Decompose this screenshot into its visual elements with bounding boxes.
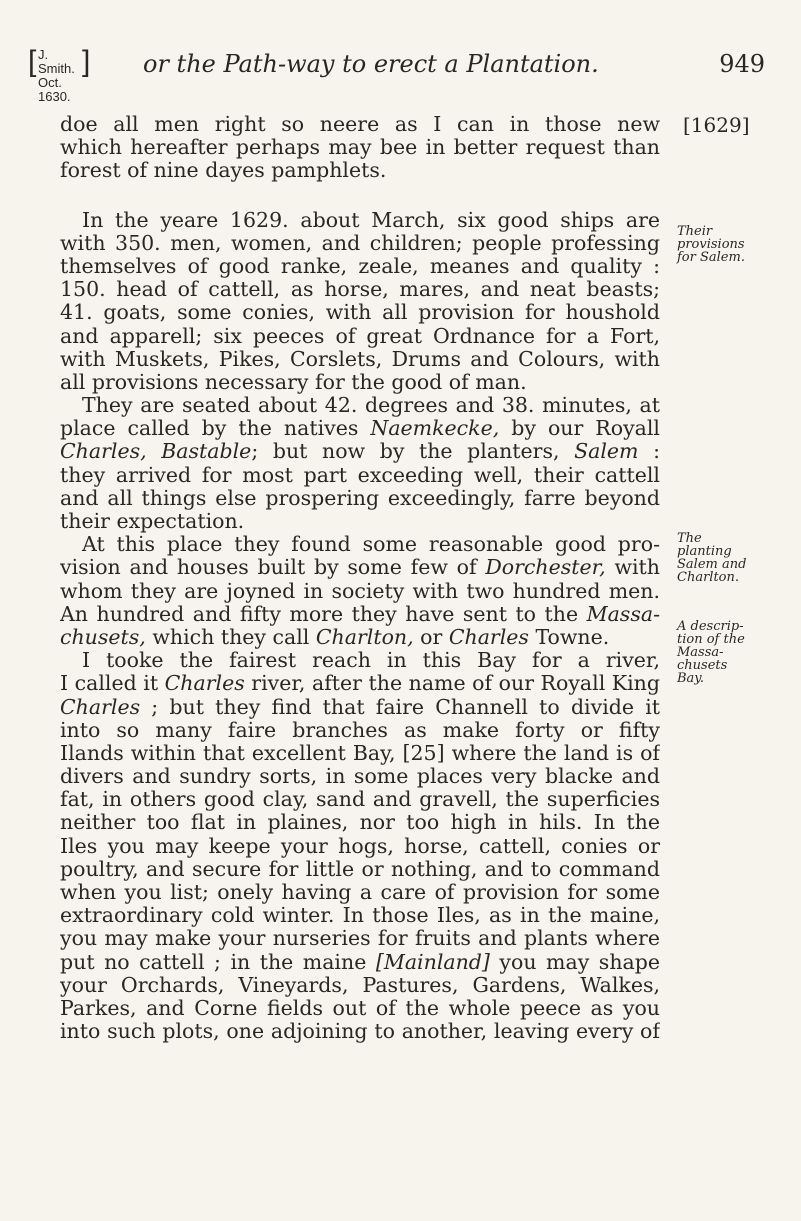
text-line: with Muskets, Pikes, Corslets, Drums and Colours, with bbox=[60, 347, 660, 371]
text-line: and all things else prospering exceedingly, farre beyond bbox=[60, 486, 660, 510]
text-line: when you list; onely having a care of provision for some bbox=[60, 881, 660, 904]
text-line: your Orchards, Vineyards, Pastures, Gardens, Walkes, bbox=[60, 973, 660, 997]
text-line: Parkes, and Corne fields out of the whole peece as you bbox=[60, 996, 660, 1020]
text-line: 150. head of cattell, as horse, mares, and neat beasts; bbox=[60, 278, 660, 302]
citation-author: J. Smith. bbox=[38, 47, 75, 76]
text-line: themselves of good ranke, zeale, meanes and quality : bbox=[60, 254, 660, 278]
text-line: fat, in others good clay, sand and gravell, the superficies bbox=[60, 788, 660, 812]
text-line: their expectation. bbox=[60, 509, 245, 533]
page-number: 949 bbox=[719, 50, 765, 78]
paragraph bbox=[60, 394, 660, 533]
paragraph bbox=[60, 533, 660, 649]
running-title: or the Path-way to erect a Plantation. bbox=[143, 50, 599, 78]
text-line: doe all men right so neere as I can in those new bbox=[60, 113, 660, 136]
text-line: Charles ; but they find that faire Channell to divide it bbox=[60, 695, 660, 719]
text-line: I tooke the fairest reach in this Bay for a river, bbox=[82, 649, 660, 673]
text-line: poultry, and secure for little or nothing, and to command bbox=[60, 857, 660, 881]
text-line: and apparell; six peeces of great Ordnance for a Fort, bbox=[60, 324, 660, 348]
text-line: They are seated about 42. degrees and 38. minutes, at bbox=[82, 394, 660, 418]
margin-note-provisions: Their provisions for Salem. bbox=[677, 224, 745, 265]
text-line: whom they are joyned in society with two hundred men. bbox=[60, 579, 660, 603]
text-line: extraordinary cold winter. In those Iles, as in the maine, bbox=[60, 904, 660, 928]
text-line: which hereafter perhaps may bee in better request than bbox=[60, 136, 660, 160]
text-line: vision and houses built by some few of Dorchester, with bbox=[60, 556, 660, 580]
margin-note-description: A descrip- tion of the Massa- chusets Bay. bbox=[677, 619, 745, 686]
text-line: with 350. men, women, and children; people professing bbox=[60, 231, 660, 255]
running-head: [ J. Smith. Oct. 1630. ] or the Path-way to erect a Plantation. 949 bbox=[28, 45, 765, 104]
text-line: Charles, Bastable; but now by the planters, Salem : bbox=[60, 440, 660, 464]
body-text bbox=[60, 113, 660, 1043]
editorial-page-marker: [25] bbox=[402, 741, 445, 765]
text-line: they arrived for most part exceeding well, their cattell bbox=[60, 463, 660, 487]
text-line: divers and sundry sorts, in some places very blacke and bbox=[60, 765, 660, 789]
text-line: all provisions necessary for the good of man. bbox=[60, 369, 527, 394]
text-line: put no cattell ; in the maine [Mainland] you may shape bbox=[60, 950, 660, 974]
text-line: 41. goats, some conies, with all provision for houshold bbox=[60, 301, 660, 325]
text-line: you may make your nurseries for fruits and plants where bbox=[60, 927, 660, 951]
text-line: place called by the natives Naemkecke, by our Royall bbox=[60, 417, 660, 441]
paragraph bbox=[60, 209, 660, 395]
year-marker: [1629] bbox=[683, 113, 750, 137]
text-line: Iles you may keepe your hogs, horse, cattell, conies or bbox=[60, 834, 660, 858]
citation-date: Oct. 1630. bbox=[38, 75, 71, 104]
text-line: forest of nine dayes pamphlets. bbox=[60, 158, 387, 183]
margin-note-planting: The planting Salem and Charlton. bbox=[677, 531, 747, 585]
text-line: into so many faire branches as make forty or fifty bbox=[60, 718, 660, 742]
text-line: neither too flat in plaines, nor too high in hils. In the bbox=[60, 811, 660, 835]
text-line: Ilands within that excellent Bay, [25] where the land is of bbox=[60, 741, 660, 765]
text-line: into such plots, one adjoining to another, leaving every of bbox=[60, 1020, 660, 1044]
paragraph bbox=[60, 113, 660, 183]
text-line: An hundred and fifty more they have sent to the Massa- bbox=[60, 602, 660, 626]
text-line: chusets, which they call Charlton, or Charles Towne. bbox=[60, 624, 610, 649]
text-line: I called it Charles river, after the name of our Royall King bbox=[60, 672, 660, 696]
paragraph bbox=[60, 649, 660, 1043]
text-line: In the yeare 1629. about March, six good ships are bbox=[82, 208, 660, 232]
text-line: At this place they found some reasonable good pro- bbox=[82, 533, 660, 557]
